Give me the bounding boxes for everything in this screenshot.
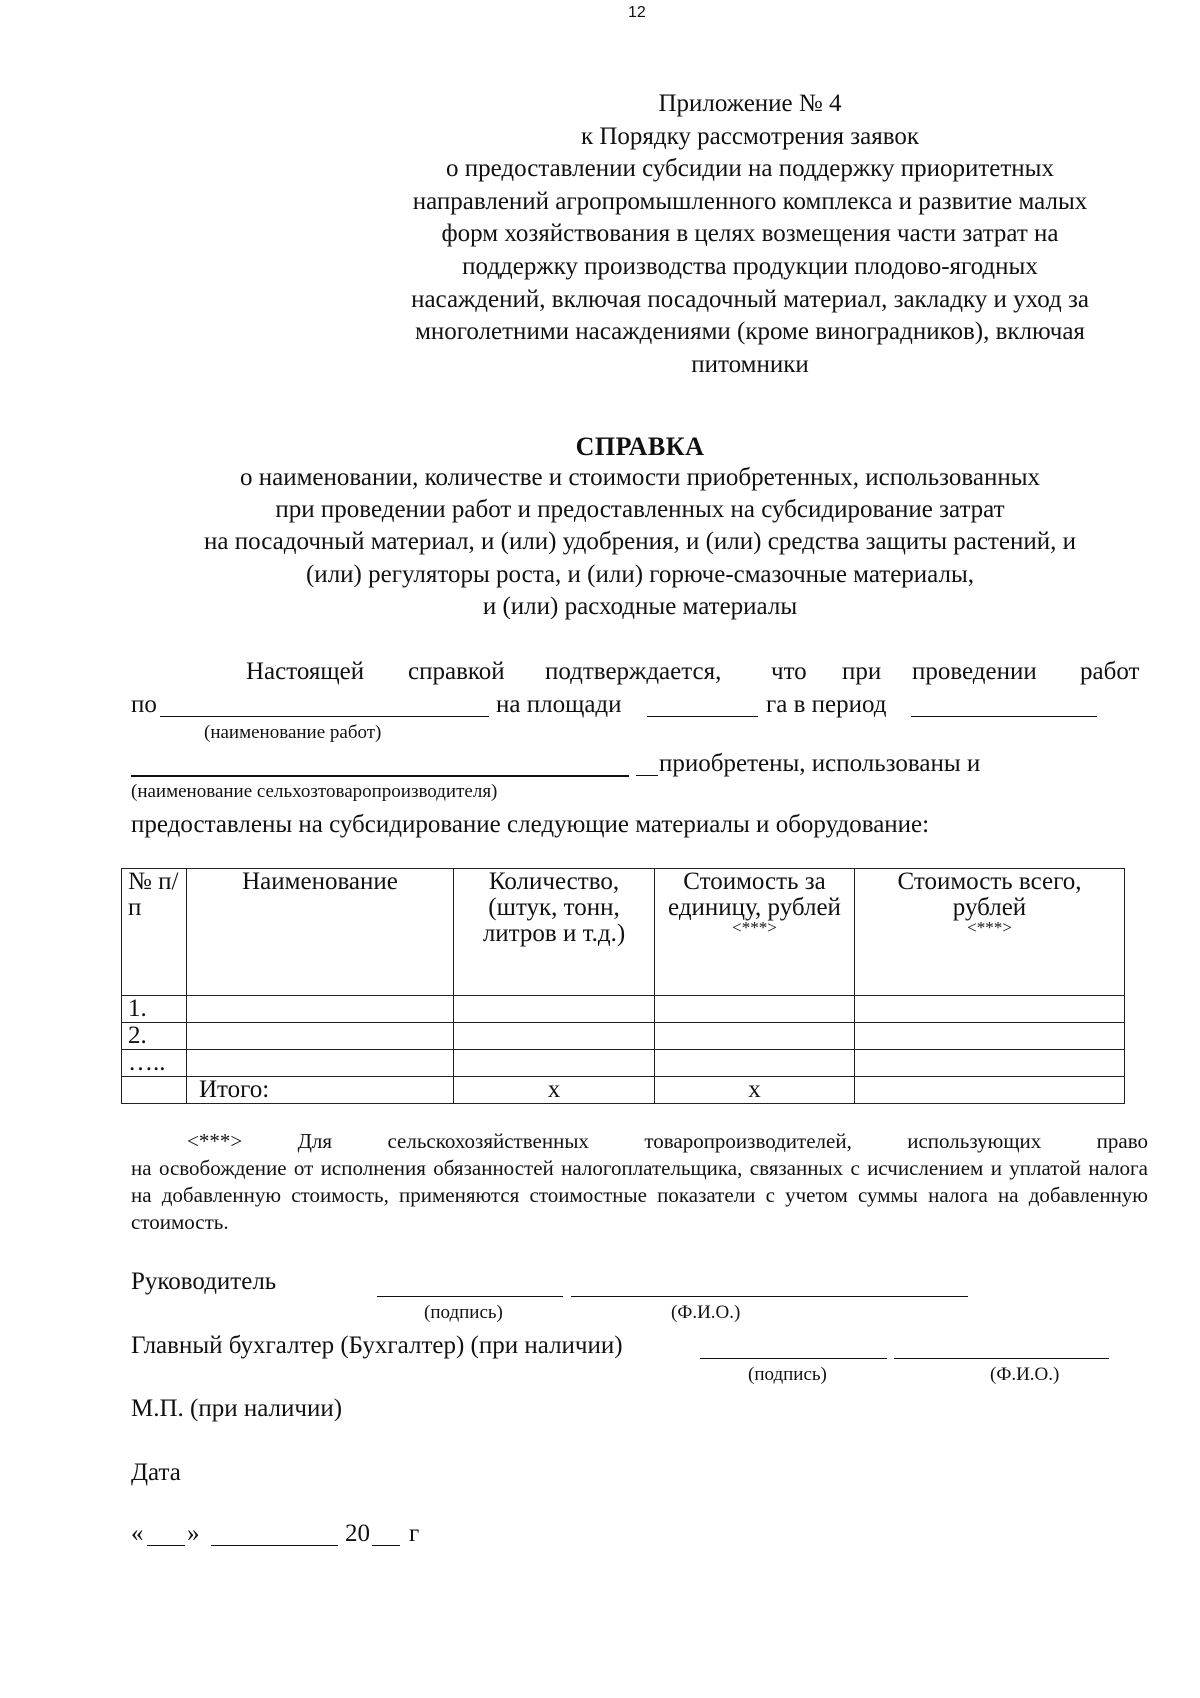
table-row — [122, 1023, 1125, 1050]
area-label: на площади — [496, 691, 622, 718]
cell-num — [122, 1077, 187, 1104]
footnote-mark: <***> — [732, 918, 777, 937]
accountant-fio-field[interactable] — [894, 1358, 1109, 1359]
cell-qty[interactable] — [454, 996, 655, 1023]
cell-unit-cost[interactable] — [655, 996, 855, 1023]
head-signature-caption: (подпись) — [424, 1302, 503, 1323]
column-header-num — [122, 869, 187, 996]
appendix-header — [360, 88, 1140, 381]
document-title: СПРАВКА — [575, 432, 705, 461]
appendix-line: к Порядку рассмотрения заявок — [580, 122, 920, 150]
date-year-suffix: г — [409, 1520, 420, 1547]
acquired-text: приобретены, использованы и — [659, 750, 981, 777]
table-header-row — [122, 869, 1125, 996]
footnote-mark: <***> — [967, 918, 1012, 937]
document-subtitle — [120, 462, 1160, 623]
cell-num: 2. — [122, 1023, 187, 1050]
area-field[interactable] — [647, 716, 758, 717]
date-close-quote: » — [187, 1520, 200, 1547]
column-header-name — [187, 869, 454, 996]
date-year-field[interactable] — [372, 1545, 400, 1546]
cell-total-cost[interactable] — [855, 1023, 1125, 1050]
works-name-field[interactable] — [160, 716, 489, 717]
works-name-caption: (наименование работ) — [204, 722, 382, 743]
statement-prefix: по — [131, 691, 157, 718]
page-number: 12 — [628, 4, 646, 21]
cell-qty[interactable] — [454, 1050, 655, 1077]
column-header-total-cost — [855, 869, 1125, 996]
cell-unit-cost[interactable] — [655, 1050, 855, 1077]
column-header-unit-cost-label: Стоимость за единицу, рублей — [668, 868, 841, 921]
accountant-signature-field[interactable] — [700, 1358, 887, 1359]
column-header-total-cost-label: Стоимость всего, рублей — [897, 868, 1082, 921]
subtitle-line: на посадочный материал, и (или) удобрения, и (или) средства защиты растений, и — [204, 528, 1076, 556]
producer-name-caption: (наименование сельхозтоваропроизводителя) — [131, 781, 498, 802]
table-row — [122, 1050, 1125, 1077]
materials-table — [121, 868, 1125, 1104]
chief-accountant-label: Главный бухгалтер (Бухгалтер) (при наличии) — [131, 1332, 623, 1359]
total-unit-cost: х — [655, 1077, 855, 1104]
appendix-line: Приложение № 4 — [658, 90, 842, 117]
cell-name[interactable] — [187, 1050, 454, 1077]
table-row — [122, 996, 1125, 1023]
column-header-unit-cost — [655, 869, 855, 996]
head-signature-field[interactable] — [377, 1296, 563, 1297]
cell-name[interactable] — [187, 996, 454, 1023]
period-field[interactable] — [911, 716, 1097, 717]
cell-qty[interactable] — [454, 1023, 655, 1050]
appendix-line: насаждений, включая посадочный материал, закладку и уход за — [411, 285, 1089, 313]
head-label: Руководитель — [131, 1268, 277, 1295]
head-fio-caption: (Ф.И.О.) — [671, 1302, 741, 1323]
cell-name[interactable] — [187, 1023, 454, 1050]
head-fio-field[interactable] — [571, 1296, 968, 1297]
accountant-fio-caption: (Ф.И.О.) — [990, 1364, 1060, 1385]
table-total-row — [122, 1077, 1125, 1104]
date-open-quote: « — [131, 1520, 144, 1547]
subtitle-line: и (или) расходные материалы — [482, 592, 798, 620]
appendix-line: форм хозяйствования в целях возмещения части затрат на — [441, 220, 1059, 248]
subtitle-line: о наименовании, количестве и стоимости приобретенных, использованных — [239, 464, 1041, 491]
column-header-name-label: Наименование — [242, 868, 398, 895]
producer-name-field-tail — [636, 775, 658, 776]
total-cost-value[interactable] — [855, 1077, 1125, 1104]
cell-num: ….. — [122, 1050, 187, 1077]
accountant-signature-caption: (подпись) — [748, 1364, 827, 1385]
appendix-line: направлений агропромышленного комплекса и развитие малых — [412, 187, 1088, 215]
provided-text: предоставлены на субсидирование следующие материалы и оборудование: — [131, 811, 930, 838]
total-label: Итого: — [187, 1077, 454, 1104]
statement-word: работ — [1080, 658, 1140, 685]
statement-word: справкой — [408, 658, 505, 685]
total-qty: х — [454, 1077, 655, 1104]
cell-num: 1. — [122, 996, 187, 1023]
appendix-line: поддержку производства продукции плодово-ягодных — [462, 252, 1038, 280]
statement-word: при — [842, 658, 882, 685]
subtitle-line: при проведении работ и предоставленных на субсидирование затрат — [275, 496, 1005, 524]
date-label: Дата — [131, 1459, 181, 1486]
period-label: га в период — [766, 691, 887, 718]
footnote-first-line: <***> Для сельскохозяйственных товаропроизводителей, использующих право — [187, 1129, 1148, 1153]
subtitle-line: (или) регуляторы роста, и (или) горюче-смазочные материалы, — [305, 560, 975, 588]
statement-word: что — [771, 658, 807, 685]
footnote — [131, 1128, 1148, 1236]
column-header-num-label: № п/п — [128, 868, 179, 921]
date-year-prefix: 20 — [345, 1520, 370, 1547]
column-header-qty — [454, 869, 655, 996]
cell-total-cost[interactable] — [855, 1050, 1125, 1077]
appendix-line: многолетними насаждениями (кроме виноградников), включая — [415, 318, 1085, 346]
footnote-rest: на освобождение от исполнения обязанностей налогоплательщика, связанных с исчислением и уплатой налога на добавленную стоимость, применяются стоимостные показатели с учетом суммы налога на добавленную стоимость. — [131, 1156, 1148, 1234]
cell-total-cost[interactable] — [855, 996, 1125, 1023]
column-header-qty-label: Количество, (штук, тонн, литров и т.д.) — [482, 868, 626, 947]
appendix-line: питомники — [691, 350, 809, 378]
producer-name-field[interactable] — [131, 775, 629, 777]
cell-unit-cost[interactable] — [655, 1023, 855, 1050]
statement-word: проведении — [912, 658, 1037, 685]
statement-word: подтверждается, — [545, 658, 722, 685]
date-month-field[interactable] — [211, 1545, 338, 1546]
seal-label: М.П. (при наличии) — [131, 1395, 343, 1422]
date-day-field[interactable] — [147, 1545, 185, 1546]
appendix-line: о предоставлении субсидии на поддержку приоритетных — [446, 155, 1054, 183]
statement-word: Настоящей — [246, 658, 365, 685]
